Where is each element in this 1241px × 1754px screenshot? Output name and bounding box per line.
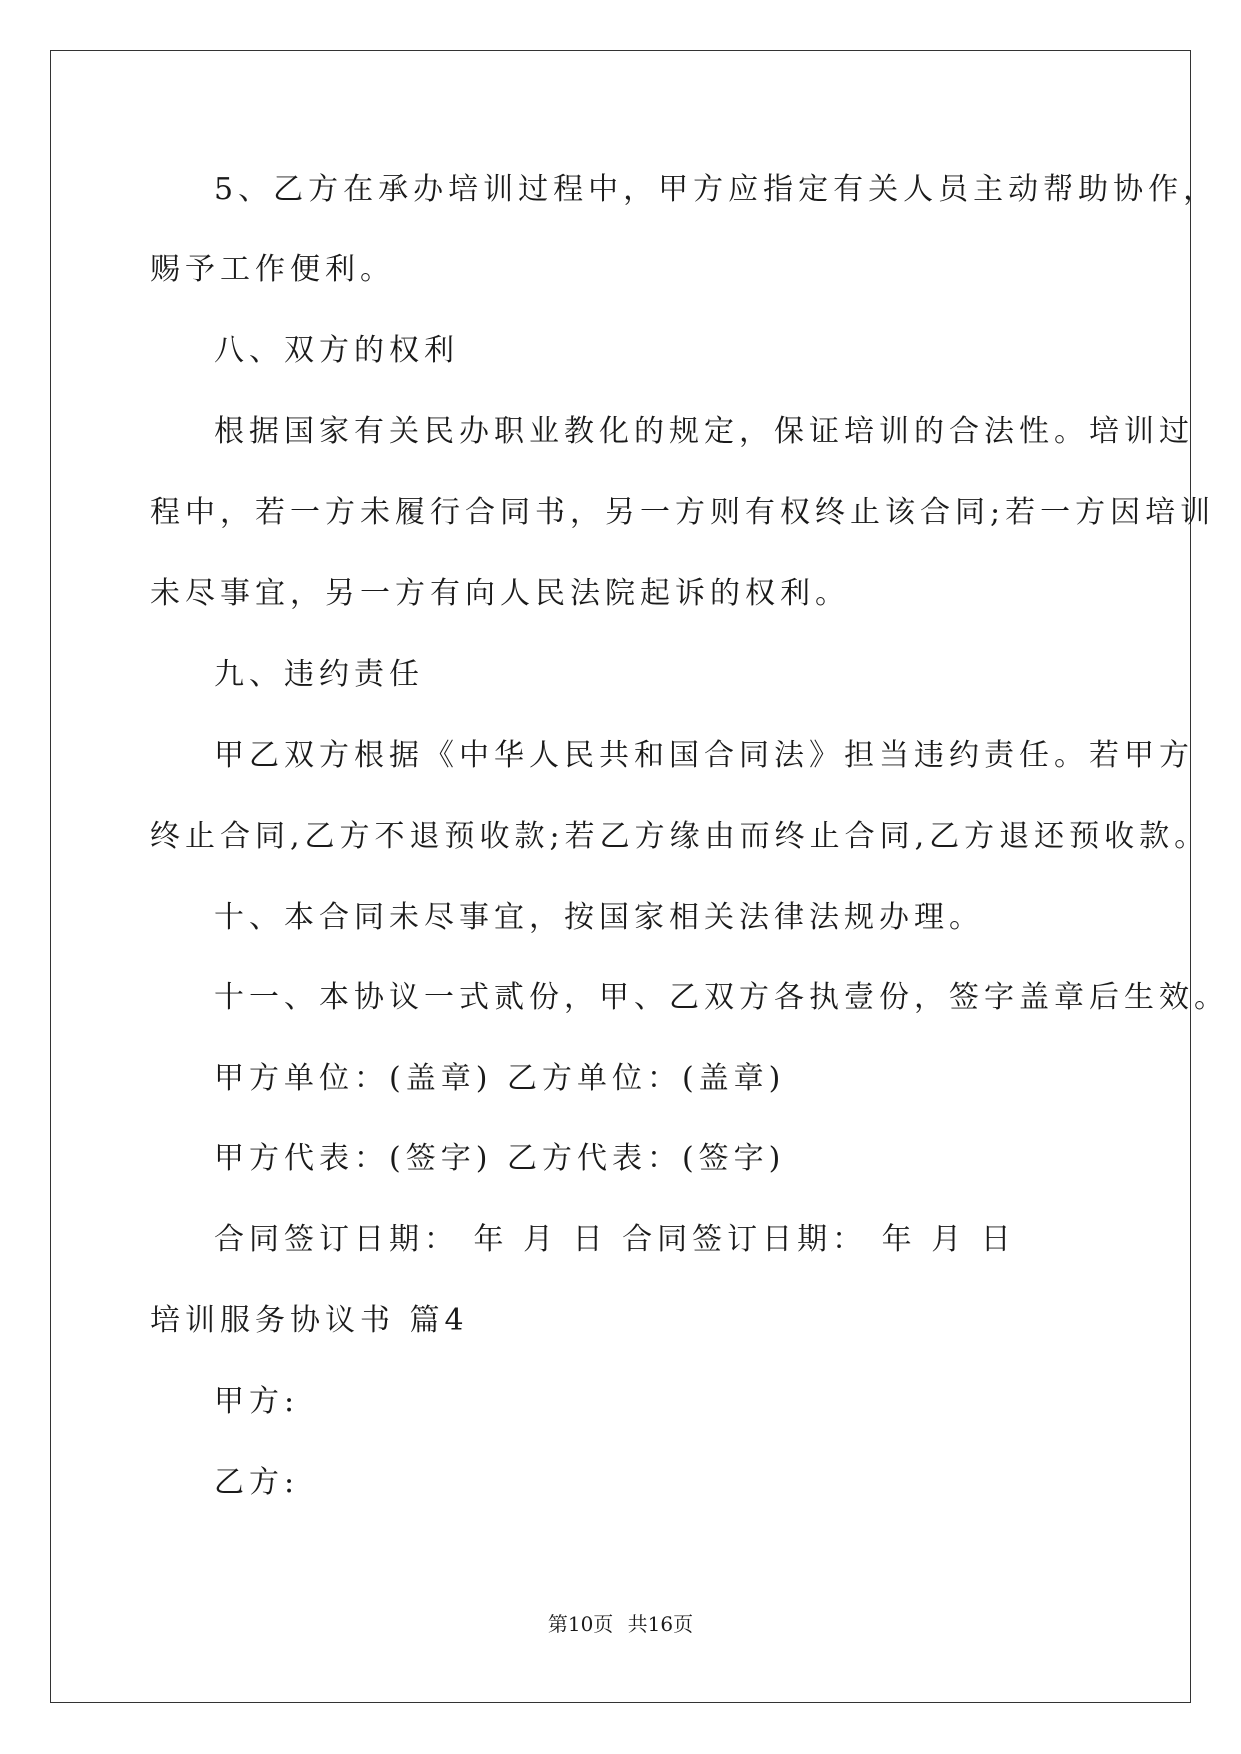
signature-unit-line: 甲方单位：(盖章) 乙方单位：(盖章): [214, 1061, 786, 1096]
text-line: 根据国家有关民办职业教化的规定，保证培训的合法性。培训过: [214, 414, 1194, 449]
section-heading: 八、双方的权利: [214, 333, 459, 368]
text-line: 程中，若一方未履行合同书，另一方则有权终止该合同;若一方因培训: [150, 495, 1216, 530]
signature-rep-line: 甲方代表：(签字) 乙方代表：(签字): [214, 1141, 786, 1176]
text-line: 5、乙方在承办培训过程中，甲方应指定有关人员主动帮助协作，: [214, 172, 1219, 207]
party-b-line: 乙方:: [214, 1465, 300, 1500]
signature-date-line: 合同签订日期： 年 月 日 合同签订日期： 年 月 日: [214, 1222, 1016, 1257]
party-a-line: 甲方:: [214, 1384, 300, 1419]
page-frame: [50, 50, 1191, 1703]
text-line: 甲乙双方根据《中华人民共和国合同法》担当违约责任。若甲方: [214, 738, 1194, 773]
page-footer: [0, 1612, 1241, 1636]
text-line: 十一、本协议一式贰份，甲、乙双方各执壹份，签字盖章后生效。: [214, 980, 1229, 1015]
text-line: 未尽事宜，另一方有向人民法院起诉的权利。: [150, 576, 850, 611]
section-heading: 九、违约责任: [214, 657, 424, 692]
text-line: 十、本合同未尽事宜，按国家相关法律法规办理。: [214, 900, 984, 935]
page-number: 第10页: [547, 1612, 614, 1636]
text-line: 赐予工作便利。: [150, 252, 395, 287]
text-line: 终止合同,乙方不退预收款;若乙方缘由而终止合同,乙方退还预收款。: [150, 819, 1210, 854]
page-total: 共16页: [627, 1612, 694, 1636]
document-title: 培训服务协议书 篇4: [150, 1303, 469, 1338]
